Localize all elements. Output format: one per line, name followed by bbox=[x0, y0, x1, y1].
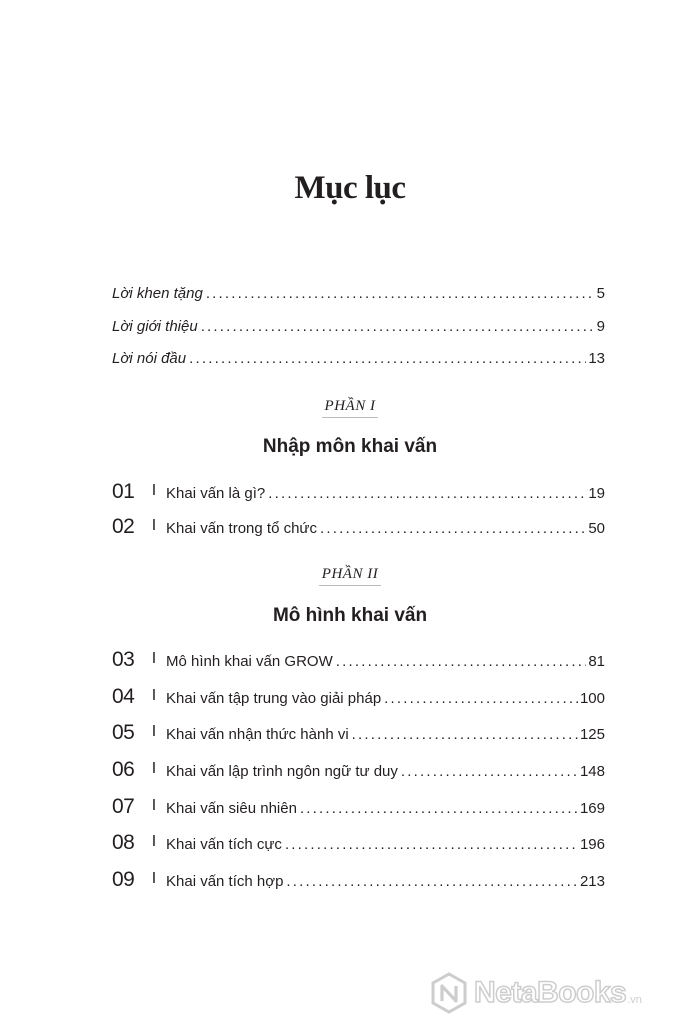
toc-entry-label: Lời nói đầu bbox=[112, 350, 187, 367]
toc-entry-page: 5 bbox=[596, 285, 605, 302]
toc-entry-page: 169 bbox=[579, 800, 605, 817]
chapter-number: 04 bbox=[112, 685, 135, 708]
toc-entry-front[interactable] bbox=[112, 318, 605, 344]
toc-entry-chapter[interactable] bbox=[112, 515, 605, 541]
chapter-separator: I bbox=[151, 760, 157, 777]
toc-entry-chapter[interactable] bbox=[112, 648, 605, 674]
dot-leader bbox=[285, 836, 578, 853]
toc-entry-label: Khai vấn lập trình ngôn ngữ tư duy bbox=[166, 763, 398, 780]
toc-entry-label: Khai vấn nhận thức hành vi bbox=[166, 726, 349, 743]
chapter-separator: I bbox=[151, 517, 157, 534]
dot-leader bbox=[401, 763, 578, 780]
part-label-text: PHẦN II bbox=[319, 566, 381, 586]
dot-leader bbox=[201, 318, 595, 335]
watermark-brand: NetaBooks bbox=[474, 976, 627, 1009]
part-label bbox=[0, 398, 700, 418]
netabooks-logo-icon bbox=[430, 972, 468, 1014]
chapter-separator: I bbox=[151, 687, 157, 704]
toc-entry-chapter[interactable] bbox=[112, 795, 605, 821]
toc-entry-page: 148 bbox=[579, 763, 605, 780]
chapter-separator: I bbox=[151, 650, 157, 667]
chapter-number: 01 bbox=[112, 480, 135, 503]
dot-leader bbox=[268, 485, 586, 502]
toc-entry-chapter[interactable] bbox=[112, 831, 605, 857]
chapter-number: 07 bbox=[112, 795, 135, 818]
chapter-number: 05 bbox=[112, 721, 135, 744]
toc-entry-page: 13 bbox=[588, 350, 605, 367]
toc-entry-chapter[interactable] bbox=[112, 685, 605, 711]
toc-entry-label: Lời giới thiệu bbox=[112, 318, 198, 335]
chapter-separator: I bbox=[151, 482, 157, 499]
toc-entry-chapter[interactable] bbox=[112, 868, 605, 894]
toc-entry-chapter[interactable] bbox=[112, 480, 605, 506]
part-title: Mô hình khai vấn bbox=[272, 605, 428, 626]
toc-entry-page: 100 bbox=[579, 690, 605, 707]
toc-entry-label: Khai vấn là gì? bbox=[166, 485, 266, 502]
toc-entry-label: Khai vấn trong tổ chức bbox=[166, 520, 317, 537]
page-title: Mục lục bbox=[294, 170, 406, 206]
toc-entry-label: Khai vấn tích hợp bbox=[166, 873, 284, 890]
toc-entry-page: 213 bbox=[579, 873, 605, 890]
toc-entry-front[interactable] bbox=[112, 285, 605, 311]
toc-entry-page: 19 bbox=[588, 485, 605, 502]
toc-entry-label: Khai vấn tích cực bbox=[166, 836, 282, 853]
toc-entry-page: 125 bbox=[579, 726, 605, 743]
chapter-number: 03 bbox=[112, 648, 135, 671]
toc-entry-label: Lời khen tặng bbox=[112, 285, 203, 302]
dot-leader bbox=[320, 520, 586, 537]
toc-entry-page: 50 bbox=[588, 520, 605, 537]
part-title: Nhập môn khai vấn bbox=[262, 436, 438, 457]
chapter-number: 09 bbox=[112, 868, 135, 891]
toc-entry-chapter[interactable] bbox=[112, 758, 605, 784]
dot-leader bbox=[384, 690, 578, 707]
part-label-text: PHẦN I bbox=[322, 398, 379, 418]
toc-entry-label: Khai vấn siêu nhiên bbox=[166, 800, 297, 817]
dot-leader bbox=[352, 726, 578, 743]
dot-leader bbox=[286, 873, 578, 890]
chapter-separator: I bbox=[151, 870, 157, 887]
toc-entry-page: 81 bbox=[588, 653, 605, 670]
chapter-number: 06 bbox=[112, 758, 135, 781]
toc-entry-page: 196 bbox=[579, 836, 605, 853]
dot-leader bbox=[300, 800, 578, 817]
toc-entry-front[interactable] bbox=[112, 350, 605, 376]
chapter-separator: I bbox=[151, 723, 157, 740]
toc-entry-label: Mô hình khai vấn GROW bbox=[166, 653, 333, 670]
dot-leader bbox=[336, 653, 587, 670]
dot-leader bbox=[189, 350, 586, 367]
chapter-number: 02 bbox=[112, 515, 135, 538]
chapter-separator: I bbox=[151, 797, 157, 814]
part-label bbox=[0, 566, 700, 586]
chapter-separator: I bbox=[151, 833, 157, 850]
toc-entry-page: 9 bbox=[596, 318, 605, 335]
toc-entry-chapter[interactable] bbox=[112, 721, 605, 747]
chapter-number: 08 bbox=[112, 831, 135, 854]
watermark-ext: .vn bbox=[627, 994, 642, 1006]
dot-leader bbox=[206, 285, 595, 302]
watermark bbox=[430, 968, 642, 1018]
toc-entry-label: Khai vấn tập trung vào giải pháp bbox=[166, 690, 382, 707]
